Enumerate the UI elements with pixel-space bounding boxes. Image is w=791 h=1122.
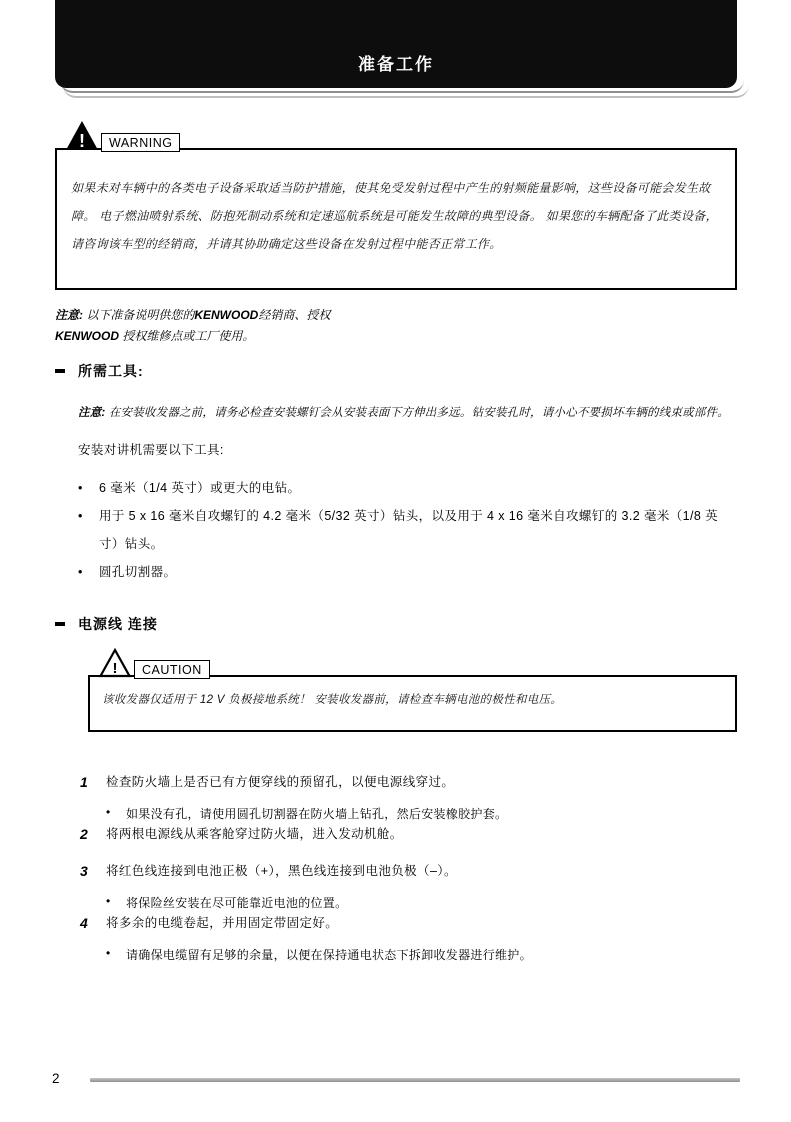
power-heading-text: 电源线 连接: [78, 616, 158, 632]
warning-label: WARNING: [101, 133, 180, 152]
tool-item-text: 6 毫米（1/4 英寸）或更大的电钻。: [99, 481, 301, 495]
tool-list: [78, 474, 736, 586]
step-1-sub: [106, 805, 736, 824]
dealer-note-seg2: 经销商、授权: [258, 308, 331, 322]
installation-steps: [80, 772, 736, 965]
tools-section-body: [78, 405, 736, 586]
page-footer: [0, 1070, 791, 1086]
step-text: 将红色线连接到电池正极（+），黑色线连接到电池负极（–）。: [106, 864, 457, 878]
bullet-icon: •: [106, 894, 111, 908]
svg-text:!: !: [112, 660, 118, 677]
dealer-note-seg3: 授权维修点或工厂使用。: [119, 329, 255, 343]
warning-triangle-icon: [65, 120, 99, 151]
bullet-icon: •: [106, 805, 111, 819]
caution-label: CAUTION: [134, 660, 210, 679]
bullet-icon: •: [106, 946, 111, 960]
page-number: 2: [52, 1071, 60, 1086]
dealer-note-seg1: 以下准备说明供您的: [83, 308, 195, 322]
tools-note: [78, 405, 736, 422]
step-text: 将多余的电缆卷起，并用固定带固定好。: [106, 916, 339, 930]
section-dash-icon: [55, 369, 65, 373]
substep-text: 将保险丝安装在尽可能靠近电池的位置。: [126, 896, 348, 910]
dealer-note: [55, 305, 736, 347]
page-title: 准备工作: [358, 55, 434, 74]
step-number: 1: [80, 774, 88, 790]
step-1: [80, 772, 736, 792]
step-3-sub: [106, 894, 736, 913]
caution-tag: [98, 647, 210, 678]
tools-section-heading: [55, 361, 791, 381]
warning-text: 如果未对车辆中的各类电子设备采取适当防护措施，使其免受发射过程中产生的射频能量影响，这些设备可能会发生故障。 电子燃油喷射系统、防抱死制动系统和定速巡航系统是可能发生故障的典型设备。 如果您的车辆配备了此类设备，请咨询该车型的经销商，并请其协助确定这些设备在发射过程中能否正常工作。: [71, 181, 718, 251]
bullet-icon: •: [78, 509, 83, 523]
tool-list-item: [78, 474, 736, 502]
tools-note-text: 在安装收发器之前，请务必检查安装螺钉会从安装表面下方伸出多远。钻安装孔时，请小心不要损坏车辆的线束或部件。: [105, 407, 729, 419]
power-section-heading: [55, 614, 791, 634]
svg-text:!: !: [79, 131, 85, 151]
step-2: [80, 824, 736, 844]
substep-text: 请确保电缆留有足够的余量，以便在保持通电状态下拆卸收发器进行维护。: [126, 948, 532, 962]
page-header-bar: [55, 0, 737, 88]
step-number: 2: [80, 826, 88, 842]
section-dash-icon: [55, 622, 65, 626]
page-header: [0, 0, 791, 100]
tool-list-item: [78, 502, 736, 558]
step-text: 检查防火墙上是否已有方便穿线的预留孔，以便电源线穿过。: [106, 775, 455, 789]
warning-tag: [65, 120, 180, 151]
tools-note-label: 注意:: [78, 407, 106, 419]
substep-text: 如果没有孔，请使用圆孔切割器在防火墙上钻孔，然后安装橡胶护套。: [126, 807, 508, 821]
warning-box: [55, 131, 737, 290]
step-4-sub: [106, 946, 736, 965]
step-3: [80, 861, 736, 881]
bullet-icon: •: [78, 481, 83, 495]
caution-text: 该收发器仅适用于 12 V 负极接地系统！ 安装收发器前，请检查车辆电池的极性和电压。: [102, 694, 563, 706]
step-number: 4: [80, 915, 88, 931]
step-number: 3: [80, 863, 88, 879]
tools-intro: 安装对讲机需要以下工具:: [78, 443, 224, 457]
kenwood-brand-1: KENWOOD: [194, 308, 259, 322]
bullet-icon: •: [78, 565, 83, 579]
tool-item-text: 用于 5 x 16 毫米自攻螺钉的 4.2 毫米（5/32 英寸）钻头，以及用于 4 x 16 毫米自攻螺钉的 3.2 毫米（1/8 英寸）钻头。: [99, 509, 718, 551]
tool-list-item: [78, 558, 736, 586]
caution-triangle-icon: [98, 647, 132, 678]
step-text: 将两根电源线从乘客舱穿过防火墙，进入发动机舱。: [106, 827, 403, 841]
tools-heading-text: 所需工具:: [78, 363, 144, 379]
tool-item-text: 圆孔切割器。: [99, 565, 177, 579]
kenwood-brand-2: KENWOOD: [55, 329, 119, 343]
step-4: [80, 913, 736, 933]
footer-rule: [90, 1078, 740, 1082]
caution-box: [88, 660, 737, 732]
dealer-note-label: 注意:: [55, 308, 83, 322]
